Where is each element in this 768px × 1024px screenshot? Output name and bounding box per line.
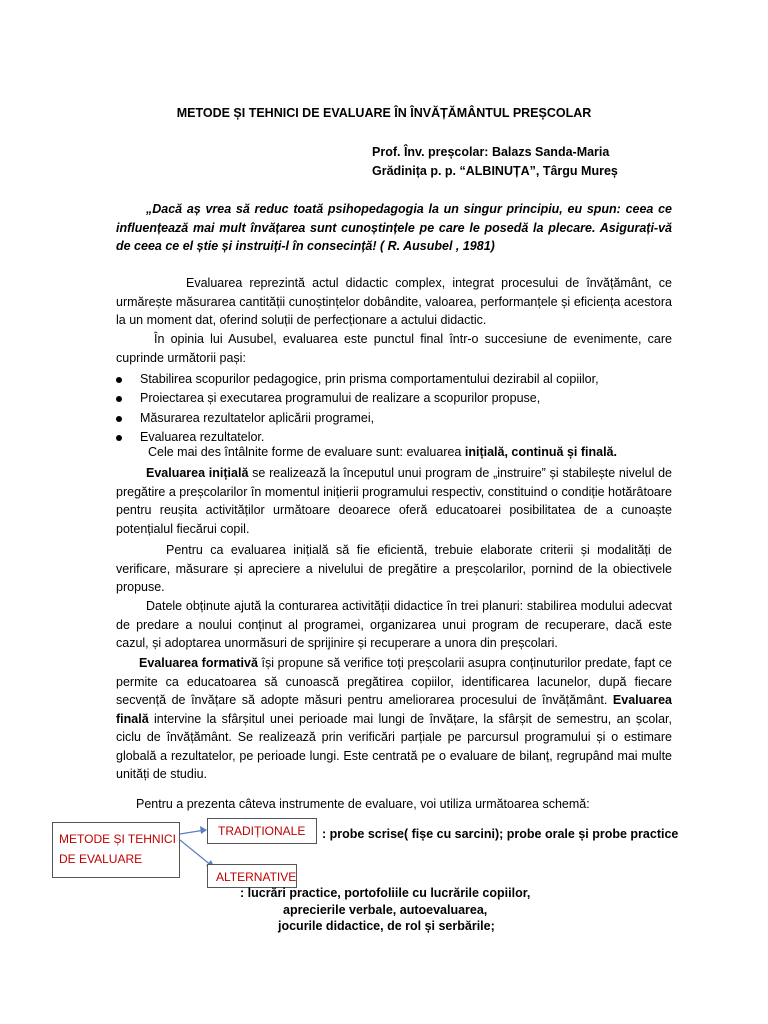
- author-institution: Grădinița p. p. “ALBINUȚA”, Târgu Mureș: [372, 164, 618, 178]
- list-item-text: Proiectarea și executarea programului de realizare a scopurilor propuse,: [140, 391, 541, 406]
- paragraph-7-body2: intervine la sfârșitul unei perioade mai lungi de învățare, la sfârșit de semestru, an școlar, ciclu de învățământ. Se realizează prin verificări parțiale pe parcursul programului și o estimare globală a rezultatelor, pe perioade lungi. Este centrată pe o evaluare de bilanț, regrupând mai multe unități de studiu.: [116, 711, 672, 781]
- list-item: [116, 409, 636, 428]
- paragraph-3-bold: inițială, continuă și finală.: [464, 445, 617, 459]
- scheme-main-line1: METODE ȘI TEHNICI: [59, 832, 176, 846]
- paragraph-7-bold1: Evaluarea formativă: [139, 656, 258, 670]
- author-name: Prof. Înv. preșcolar: Balazs Sanda-Maria: [372, 145, 610, 159]
- arrow-traditional: [180, 830, 205, 834]
- paragraph-1-text: Evaluarea reprezintă actul didactic complex, integrat procesului de învățământ, ce urmărește măsurarea cantității cunoștințelor dobândite, valoarea, performanțele și eficiența acestora la un moment dat, oferind soluții de perfecționare a actului didactic.: [116, 276, 672, 327]
- paragraph-7: [116, 654, 672, 784]
- paragraph-2: [116, 330, 672, 367]
- paragraph-4-body: se realizează la începutul unui program de „instruire” și stabilește nivelul de pregătire a preșcolarilor în momentul inițierii programului respectiv, constituind o condiție hotărâtoare pentru reușita activităților următoare deoarece oferă educatoarei posibilitatea de a cunoaște potențialul fiecărui copil.: [116, 466, 672, 536]
- paragraph-4-text: [116, 464, 672, 538]
- paragraph-4-bold: Evaluarea inițială: [146, 466, 249, 480]
- list-item: [116, 370, 636, 389]
- paragraph-7-bold2: Evaluarea finală: [116, 693, 672, 726]
- steps-list: [116, 370, 636, 447]
- scheme-main-line2: DE EVALUARE: [59, 852, 143, 866]
- bullet-icon: [116, 435, 122, 441]
- paragraph-7-text: [116, 654, 672, 784]
- quote-text: „Dacă aș vrea să reduc toată psihopedagogia la un singur principiu, eu spun: ceea ce influențează mai mult învățarea sunt cunoștințele pe care le posedă la plecare. Asigurați-vă de ceea ce el știe și instruiți-l în consecință! ( R. Ausubel , 1981): [116, 202, 672, 253]
- bullet-icon: [116, 416, 122, 422]
- scheme-traditional-box: TRADIȚIONALE: [207, 818, 317, 844]
- paragraph-3: [148, 445, 617, 459]
- paragraph-3-text: Cele mai des întâlnite forme de evaluare sunt: evaluarea: [148, 445, 465, 459]
- paragraph-1: [116, 274, 672, 330]
- scheme-alt-line3: jocurile didactice, de rol și serbările;: [278, 919, 495, 933]
- scheme-main-box: [52, 822, 180, 878]
- list-item-text: Măsurarea rezultatelor aplicării programei,: [140, 410, 375, 425]
- paragraph-6-text: Datele obținute ajută la conturarea activității didactice în trei planuri: stabilirea modului adecvat de predare a noului conținut al programei, organizarea unui program de recuperare, dacă este cazul, și adoptarea unormăsuri de sprijinire și recuperare a unora din preșcolari.: [116, 599, 672, 650]
- scheme-alt-line1: : lucrări practice, portofoliile cu lucrările copiilor,: [240, 886, 531, 900]
- arrow-head-traditional: [200, 826, 207, 834]
- document-title: METODE ȘI TEHNICI DE EVALUARE ÎN ÎNVĂȚĂMÂNTUL PREȘCOLAR: [176, 106, 592, 120]
- paragraph-8: Pentru a prezenta câteva instrumente de evaluare, voi utiliza următoarea schemă:: [136, 797, 590, 811]
- scheme-alternative-box: ALTERNATIVE: [207, 864, 297, 888]
- scheme-traditional-desc: : probe scrise( fișe cu sarcini); probe orale și probe practice: [322, 827, 679, 841]
- list-item-text: Evaluarea rezultatelor.: [140, 429, 265, 444]
- paragraph-7-body1: își propune să verifice toți preșcolarii asupra conținuturilor predate, fapt ce permite ca educatoarea să cunoască pregătirea copiilor, identificarea lacunelor, după fiecare secvență de învățare să adopte măsuri pentru ameliorarea procesului de învățământ.: [116, 656, 672, 707]
- paragraph-6: [116, 597, 672, 653]
- bullet-icon: [116, 396, 122, 402]
- bullet-icon: [116, 377, 122, 383]
- epigraph-quote: [116, 200, 672, 256]
- list-item-text: Stabilirea scopurilor pedagogice, prin prisma comportamentului dezirabil al copiilor,: [140, 372, 599, 386]
- scheme-alt-line2: aprecierile verbale, autoevaluarea,: [283, 903, 488, 917]
- paragraph-4: [116, 464, 672, 538]
- paragraph-5: [116, 541, 672, 597]
- paragraph-2-text: În opinia lui Ausubel, evaluarea este punctul final într-o succesiune de evenimente, care cuprinde următorii pași:: [116, 332, 672, 365]
- paragraph-5-text: Pentru ca evaluarea inițială să fie eficientă, trebuie elaborate criterii și modalități de verificare, măsurare și apreciere a nivelului de pregătire a preșcolarilor, pornind de la obiectivele propuse.: [116, 543, 672, 594]
- list-item: [116, 389, 636, 408]
